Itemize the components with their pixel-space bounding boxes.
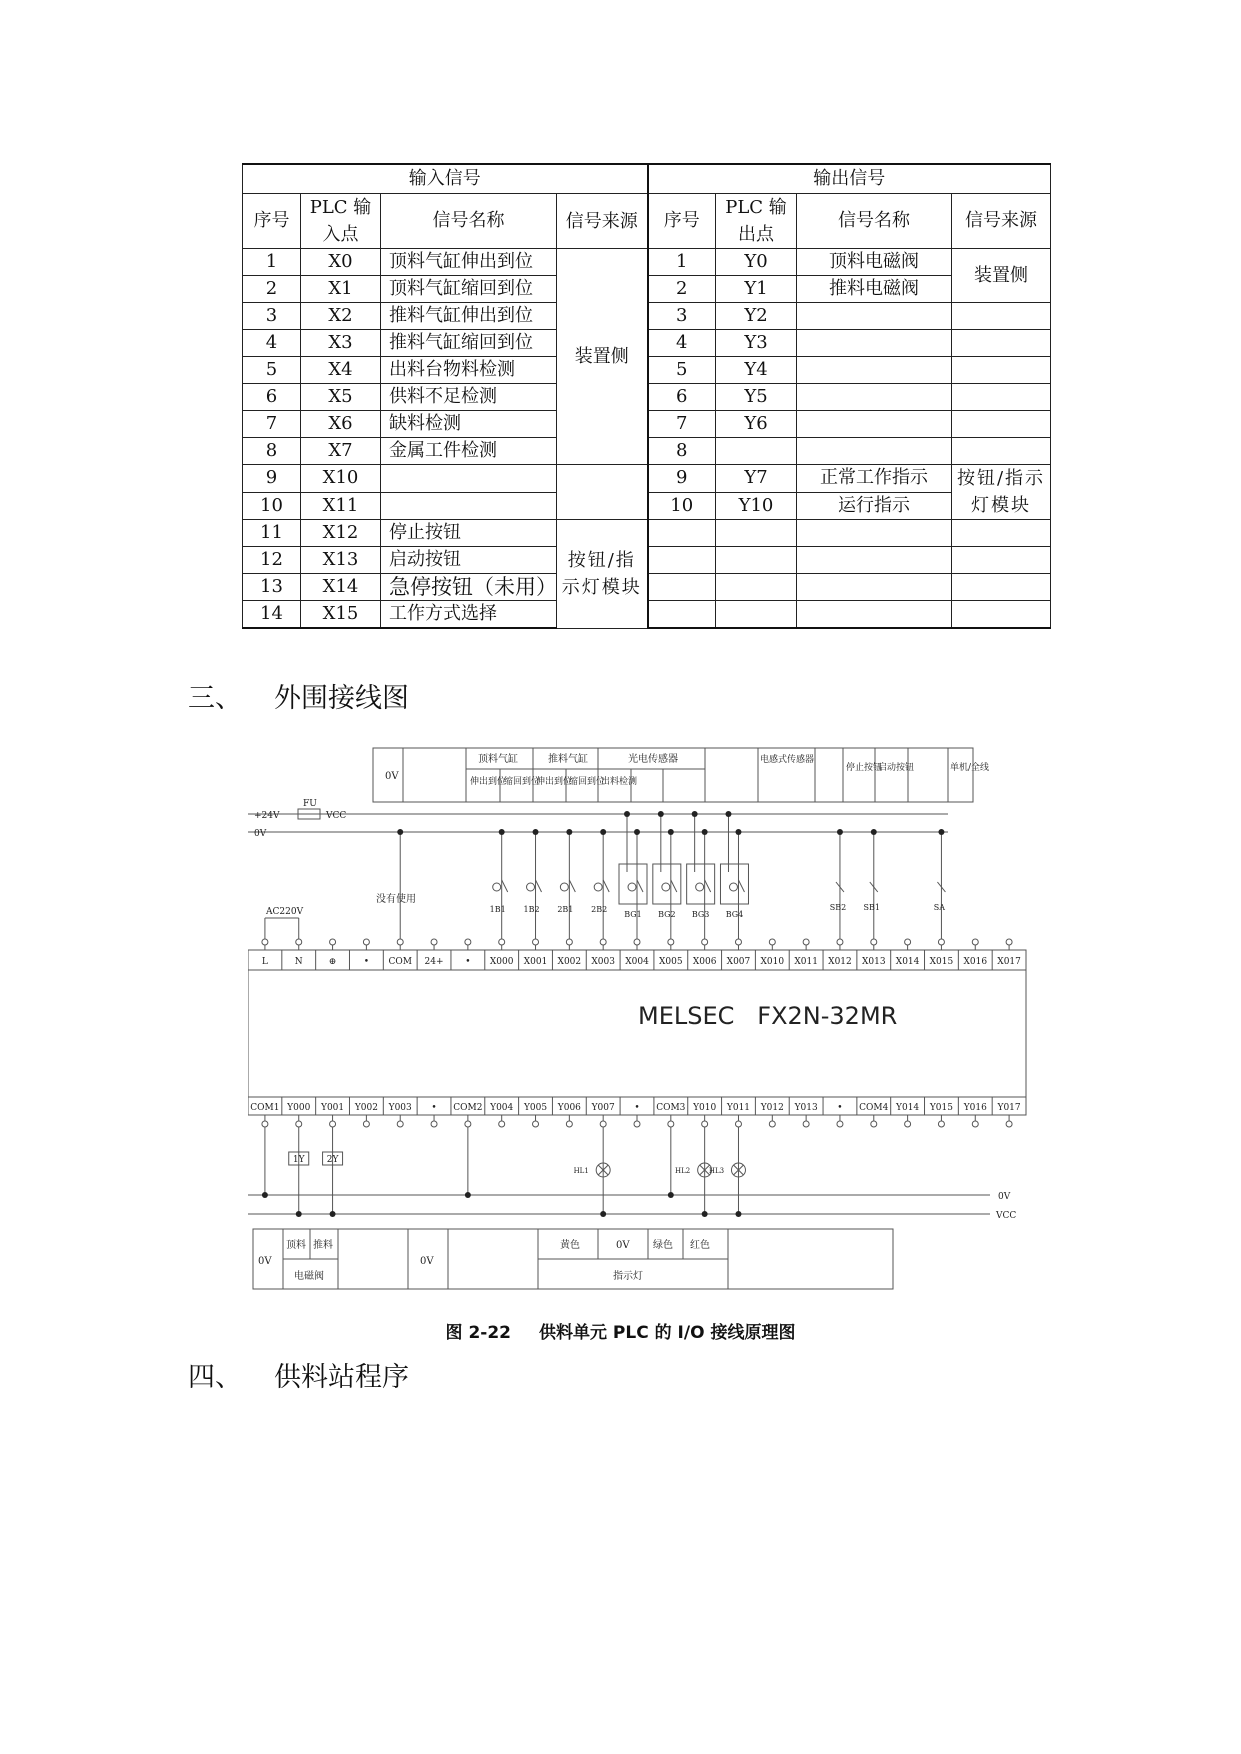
out-detect-label: 出料检测 <box>601 777 638 787</box>
switch-label: SB1 <box>863 903 881 912</box>
top-terminal: X002 <box>557 957 582 967</box>
junction-dot <box>871 829 877 835</box>
bb-ov-2: 0V <box>420 1256 434 1267</box>
ov-rail-label: 0V <box>254 829 267 839</box>
section-heading-4 <box>188 1355 409 1394</box>
output-seq <box>648 574 716 601</box>
sensor-label: BG2 <box>658 910 676 919</box>
output-source: 按钮/指示灯模块 <box>952 465 1051 520</box>
input-source <box>557 465 648 520</box>
section-title: 外围接线图 <box>274 683 409 714</box>
junction-dot <box>668 829 674 835</box>
sensor-label: BG1 <box>624 910 642 919</box>
extend-label-1: 伸出到位 <box>470 777 507 787</box>
bottom-terminal: Y007 <box>591 1103 615 1113</box>
bottom-terminal: COM3 <box>656 1103 686 1113</box>
input-name <box>381 492 557 520</box>
bb-green: 绿色 <box>653 1240 673 1251</box>
sensor-label: BG4 <box>725 910 744 919</box>
output-name <box>797 303 952 330</box>
input-point: X10 <box>301 465 381 493</box>
output-point <box>716 520 797 547</box>
top-terminal: X000 <box>489 957 514 967</box>
input-seq: 5 <box>243 357 301 384</box>
bottom-terminal: Y005 <box>523 1103 548 1113</box>
ding-cyl-label: 顶料气缸 <box>478 754 518 765</box>
input-seq: 12 <box>243 547 301 574</box>
input-name: 停止按钮 <box>381 520 557 547</box>
output-name: 顶料电磁阀 <box>797 249 952 276</box>
section-heading-3 <box>188 676 409 715</box>
unused-label: 没有使用 <box>376 894 416 905</box>
output-point: Y2 <box>716 303 797 330</box>
input-point: X6 <box>301 411 381 438</box>
output-seq: 9 <box>648 465 716 493</box>
output-seq: 7 <box>648 411 716 438</box>
output-point: Y0 <box>716 249 797 276</box>
junction-dot <box>330 1211 336 1217</box>
bottom-terminal: Y016 <box>963 1103 987 1113</box>
junction-dot <box>735 829 741 835</box>
table-row <box>243 520 1051 547</box>
retract-label-2: 缩回到位 <box>569 777 606 787</box>
input-name: 急停按钮（未用） <box>381 574 557 601</box>
wiring-diagram <box>248 742 1028 1302</box>
input-seq: 1 <box>243 249 301 276</box>
bottom-terminal: Y014 <box>896 1103 920 1113</box>
bottom-terminal: COM2 <box>453 1103 483 1113</box>
section-number: 三、 <box>188 683 242 714</box>
input-seq: 10 <box>243 492 301 520</box>
coil-label: 2Y <box>326 1155 339 1165</box>
figure-caption <box>0 1318 1241 1343</box>
tui-cyl-label: 推料气缸 <box>548 754 588 765</box>
top-terminal: 24+ <box>424 957 444 967</box>
output-point <box>716 438 797 465</box>
bb-valve: 电磁阀 <box>294 1271 324 1282</box>
junction-dot <box>692 811 698 817</box>
input-name: 推料气缸缩回到位 <box>381 330 557 357</box>
top-terminal: L <box>261 957 268 967</box>
junction-dot <box>600 829 606 835</box>
output-seq: 1 <box>648 249 716 276</box>
output-seq: 3 <box>648 303 716 330</box>
input-name: 缺料检测 <box>381 411 557 438</box>
top-terminal: X001 <box>523 957 548 967</box>
col-source: 信号来源 <box>557 194 648 249</box>
output-seq <box>648 547 716 574</box>
output-source <box>952 574 1051 601</box>
output-point <box>716 547 797 574</box>
output-name <box>797 547 952 574</box>
input-point: X15 <box>301 601 381 629</box>
input-source: 装置侧 <box>557 249 648 465</box>
junction-dot <box>725 811 731 817</box>
input-name <box>381 465 557 493</box>
bottom-terminal: Y006 <box>557 1103 581 1113</box>
top-terminal: X016 <box>963 957 988 967</box>
input-seq: 3 <box>243 303 301 330</box>
top-terminal: X005 <box>659 957 683 967</box>
output-source <box>952 601 1051 629</box>
col-seq-out: 序号 <box>648 194 716 249</box>
output-name <box>797 411 952 438</box>
bb-yellow: 黄色 <box>560 1240 580 1251</box>
input-seq: 14 <box>243 601 301 629</box>
input-name: 顶料气缸伸出到位 <box>381 249 557 276</box>
junction-dot <box>296 1211 302 1217</box>
bb-red: 红色 <box>690 1240 710 1251</box>
top-terminal: COM <box>388 957 412 967</box>
output-seq: 6 <box>648 384 716 411</box>
output-point: Y3 <box>716 330 797 357</box>
plc-body <box>248 950 1026 1115</box>
bottom-terminal: Y004 <box>490 1103 514 1113</box>
bb-ding: 顶料 <box>286 1240 306 1251</box>
top-terminal: X015 <box>929 957 954 967</box>
output-point: Y10 <box>716 492 797 520</box>
input-point: X0 <box>301 249 381 276</box>
bottom-terminal: Y003 <box>388 1103 412 1113</box>
table-row <box>243 249 1051 276</box>
input-seq: 11 <box>243 520 301 547</box>
junction-dot <box>465 1192 471 1198</box>
input-name: 顶料气缸缩回到位 <box>381 276 557 303</box>
top-terminal: X013 <box>861 957 886 967</box>
input-point: X2 <box>301 303 381 330</box>
input-seq: 9 <box>243 465 301 493</box>
output-seq <box>648 520 716 547</box>
input-point: X4 <box>301 357 381 384</box>
junction-dot <box>658 811 664 817</box>
input-point: X11 <box>301 492 381 520</box>
junction-dot <box>533 829 539 835</box>
bottom-terminal: Y015 <box>929 1103 953 1113</box>
junction-dot <box>600 1211 606 1217</box>
plc-model: MELSEC FX2N-32MR <box>638 1002 898 1030</box>
start-btn-label: 启动按钮 <box>878 763 915 773</box>
output-point: Y1 <box>716 276 797 303</box>
sensor-label: 2B2 <box>591 905 608 914</box>
top-terminal: X011 <box>794 957 818 967</box>
sensor-label: 1B2 <box>523 905 540 914</box>
junction-dot <box>262 1192 268 1198</box>
output-group-header: 输出信号 <box>648 164 1051 194</box>
top-terminal: X003 <box>591 957 615 967</box>
col-name-out: 信号名称 <box>797 194 952 249</box>
bottom-terminal: • <box>431 1103 437 1113</box>
output-seq: 8 <box>648 438 716 465</box>
bottom-terminal: Y012 <box>760 1103 784 1113</box>
bottom-terminal: • <box>634 1103 640 1113</box>
sensor-label: BG3 <box>691 910 710 919</box>
output-source <box>952 357 1051 384</box>
junction-dot <box>624 811 630 817</box>
bottom-vcc-label: VCC <box>996 1211 1017 1221</box>
bottom-ov-label: 0V <box>998 1192 1011 1202</box>
output-seq <box>648 601 716 629</box>
junction-dot <box>499 829 505 835</box>
output-name <box>797 438 952 465</box>
sensor-label: 1B1 <box>489 905 506 914</box>
input-name: 启动按钮 <box>381 547 557 574</box>
output-point: Y4 <box>716 357 797 384</box>
retract-label-1: 缩回到位 <box>504 777 541 787</box>
input-point: X5 <box>301 384 381 411</box>
junction-dot <box>702 829 708 835</box>
input-name: 金属工件检测 <box>381 438 557 465</box>
output-name <box>797 574 952 601</box>
lamp-label: HL3 <box>708 1167 725 1175</box>
output-name: 推料电磁阀 <box>797 276 952 303</box>
top-terminal: X012 <box>828 957 852 967</box>
output-seq: 4 <box>648 330 716 357</box>
output-name <box>797 520 952 547</box>
col-name: 信号名称 <box>381 194 557 249</box>
lamp-label: HL1 <box>573 1167 589 1175</box>
output-name: 正常工作指示 <box>797 465 952 493</box>
input-seq: 8 <box>243 438 301 465</box>
output-source: 装置侧 <box>952 249 1051 303</box>
bottom-terminal: Y000 <box>287 1103 311 1113</box>
top-terminal: X010 <box>760 957 785 967</box>
bb-lamp: 指示灯 <box>613 1271 643 1282</box>
output-seq: 2 <box>648 276 716 303</box>
output-name <box>797 330 952 357</box>
top-terminal: N <box>294 957 303 967</box>
junction-dot <box>634 829 640 835</box>
switch-label: SA <box>933 903 946 912</box>
section-title: 供料站程序 <box>274 1362 409 1393</box>
junction-dot <box>938 829 944 835</box>
top-ov-label: 0V <box>385 771 399 782</box>
table-row <box>243 465 1051 493</box>
stop-btn-label: 停止按钮 <box>846 763 883 773</box>
input-seq: 6 <box>243 384 301 411</box>
input-point: X14 <box>301 574 381 601</box>
output-point <box>716 574 797 601</box>
section-number: 四、 <box>188 1362 242 1393</box>
output-source <box>952 520 1051 547</box>
extend-label-2: 伸出到位 <box>536 777 573 787</box>
input-name: 推料气缸伸出到位 <box>381 303 557 330</box>
input-name: 供料不足检测 <box>381 384 557 411</box>
input-point: X13 <box>301 547 381 574</box>
input-point: X3 <box>301 330 381 357</box>
bottom-terminal: Y017 <box>997 1103 1021 1113</box>
lamp-label: HL2 <box>675 1167 691 1175</box>
top-terminal: ⊕ <box>328 957 337 967</box>
bottom-terminal: Y011 <box>726 1103 751 1113</box>
bb-ov-1: 0V <box>258 1256 272 1267</box>
output-point: Y5 <box>716 384 797 411</box>
photo-sensor-label: 光电传感器 <box>628 754 678 765</box>
output-point <box>716 601 797 629</box>
sensor-label: 2B1 <box>557 905 574 914</box>
input-seq: 7 <box>243 411 301 438</box>
switch-label: SB2 <box>829 903 847 912</box>
output-source <box>952 411 1051 438</box>
top-terminal: X014 <box>895 957 920 967</box>
output-source <box>952 384 1051 411</box>
figure-label: 图 2-22 <box>445 1323 512 1343</box>
input-group-header: 输入信号 <box>243 164 648 194</box>
input-name: 工作方式选择 <box>381 601 557 629</box>
fu-label: FU <box>303 799 317 809</box>
output-seq: 10 <box>648 492 716 520</box>
output-name <box>797 384 952 411</box>
output-point: Y6 <box>716 411 797 438</box>
output-source <box>952 330 1051 357</box>
output-source <box>952 303 1051 330</box>
output-point: Y7 <box>716 465 797 493</box>
junction-dot <box>837 829 843 835</box>
bottom-terminal: Y002 <box>354 1103 378 1113</box>
col-seq: 序号 <box>243 194 301 249</box>
bb-ov-3: 0V <box>616 1240 630 1251</box>
col-plc-out: PLC 输出点 <box>716 194 797 249</box>
input-name: 出料台物料检测 <box>381 357 557 384</box>
p24-label: +24V <box>254 811 280 821</box>
col-source-out: 信号来源 <box>952 194 1051 249</box>
input-point: X12 <box>301 520 381 547</box>
input-seq: 2 <box>243 276 301 303</box>
bottom-terminal: Y013 <box>794 1103 818 1113</box>
bottom-terminal: Y001 <box>321 1103 345 1113</box>
junction-dot <box>702 1211 708 1217</box>
inductive-label: 电感式传感器 <box>760 755 815 765</box>
junction-dot <box>735 1211 741 1217</box>
col-plc-in: PLC 输入点 <box>301 194 381 249</box>
vcc-label: VCC <box>326 811 347 821</box>
output-name: 运行指示 <box>797 492 952 520</box>
ac220-label: AC220V <box>266 907 304 917</box>
coil-label: 1Y <box>292 1155 305 1165</box>
output-name <box>797 601 952 629</box>
io-table <box>242 163 1051 629</box>
output-name <box>797 357 952 384</box>
top-terminal: X004 <box>625 957 649 967</box>
top-terminal: • <box>465 957 471 967</box>
output-source <box>952 547 1051 574</box>
top-terminal: X006 <box>692 957 717 967</box>
input-source: 按钮/指示灯模块 <box>557 520 648 629</box>
output-source <box>952 438 1051 465</box>
input-point: X1 <box>301 276 381 303</box>
junction-dot <box>668 1192 674 1198</box>
junction-dot <box>397 829 403 835</box>
bottom-terminal: • <box>837 1103 843 1113</box>
input-seq: 13 <box>243 574 301 601</box>
top-terminal: • <box>363 957 370 967</box>
input-point: X7 <box>301 438 381 465</box>
bottom-terminal: COM4 <box>859 1103 889 1113</box>
junction-dot <box>566 829 572 835</box>
figure-text: 供料单元 PLC 的 I/O 接线原理图 <box>539 1323 796 1343</box>
mode-label: 单机/全线 <box>950 763 990 773</box>
top-terminal: X007 <box>726 957 751 967</box>
output-seq: 5 <box>648 357 716 384</box>
bottom-terminal: COM1 <box>250 1103 280 1113</box>
top-terminal: X017 <box>997 957 1021 967</box>
input-seq: 4 <box>243 330 301 357</box>
bottom-terminal: Y010 <box>693 1103 717 1113</box>
bb-tui: 推料 <box>313 1240 333 1251</box>
